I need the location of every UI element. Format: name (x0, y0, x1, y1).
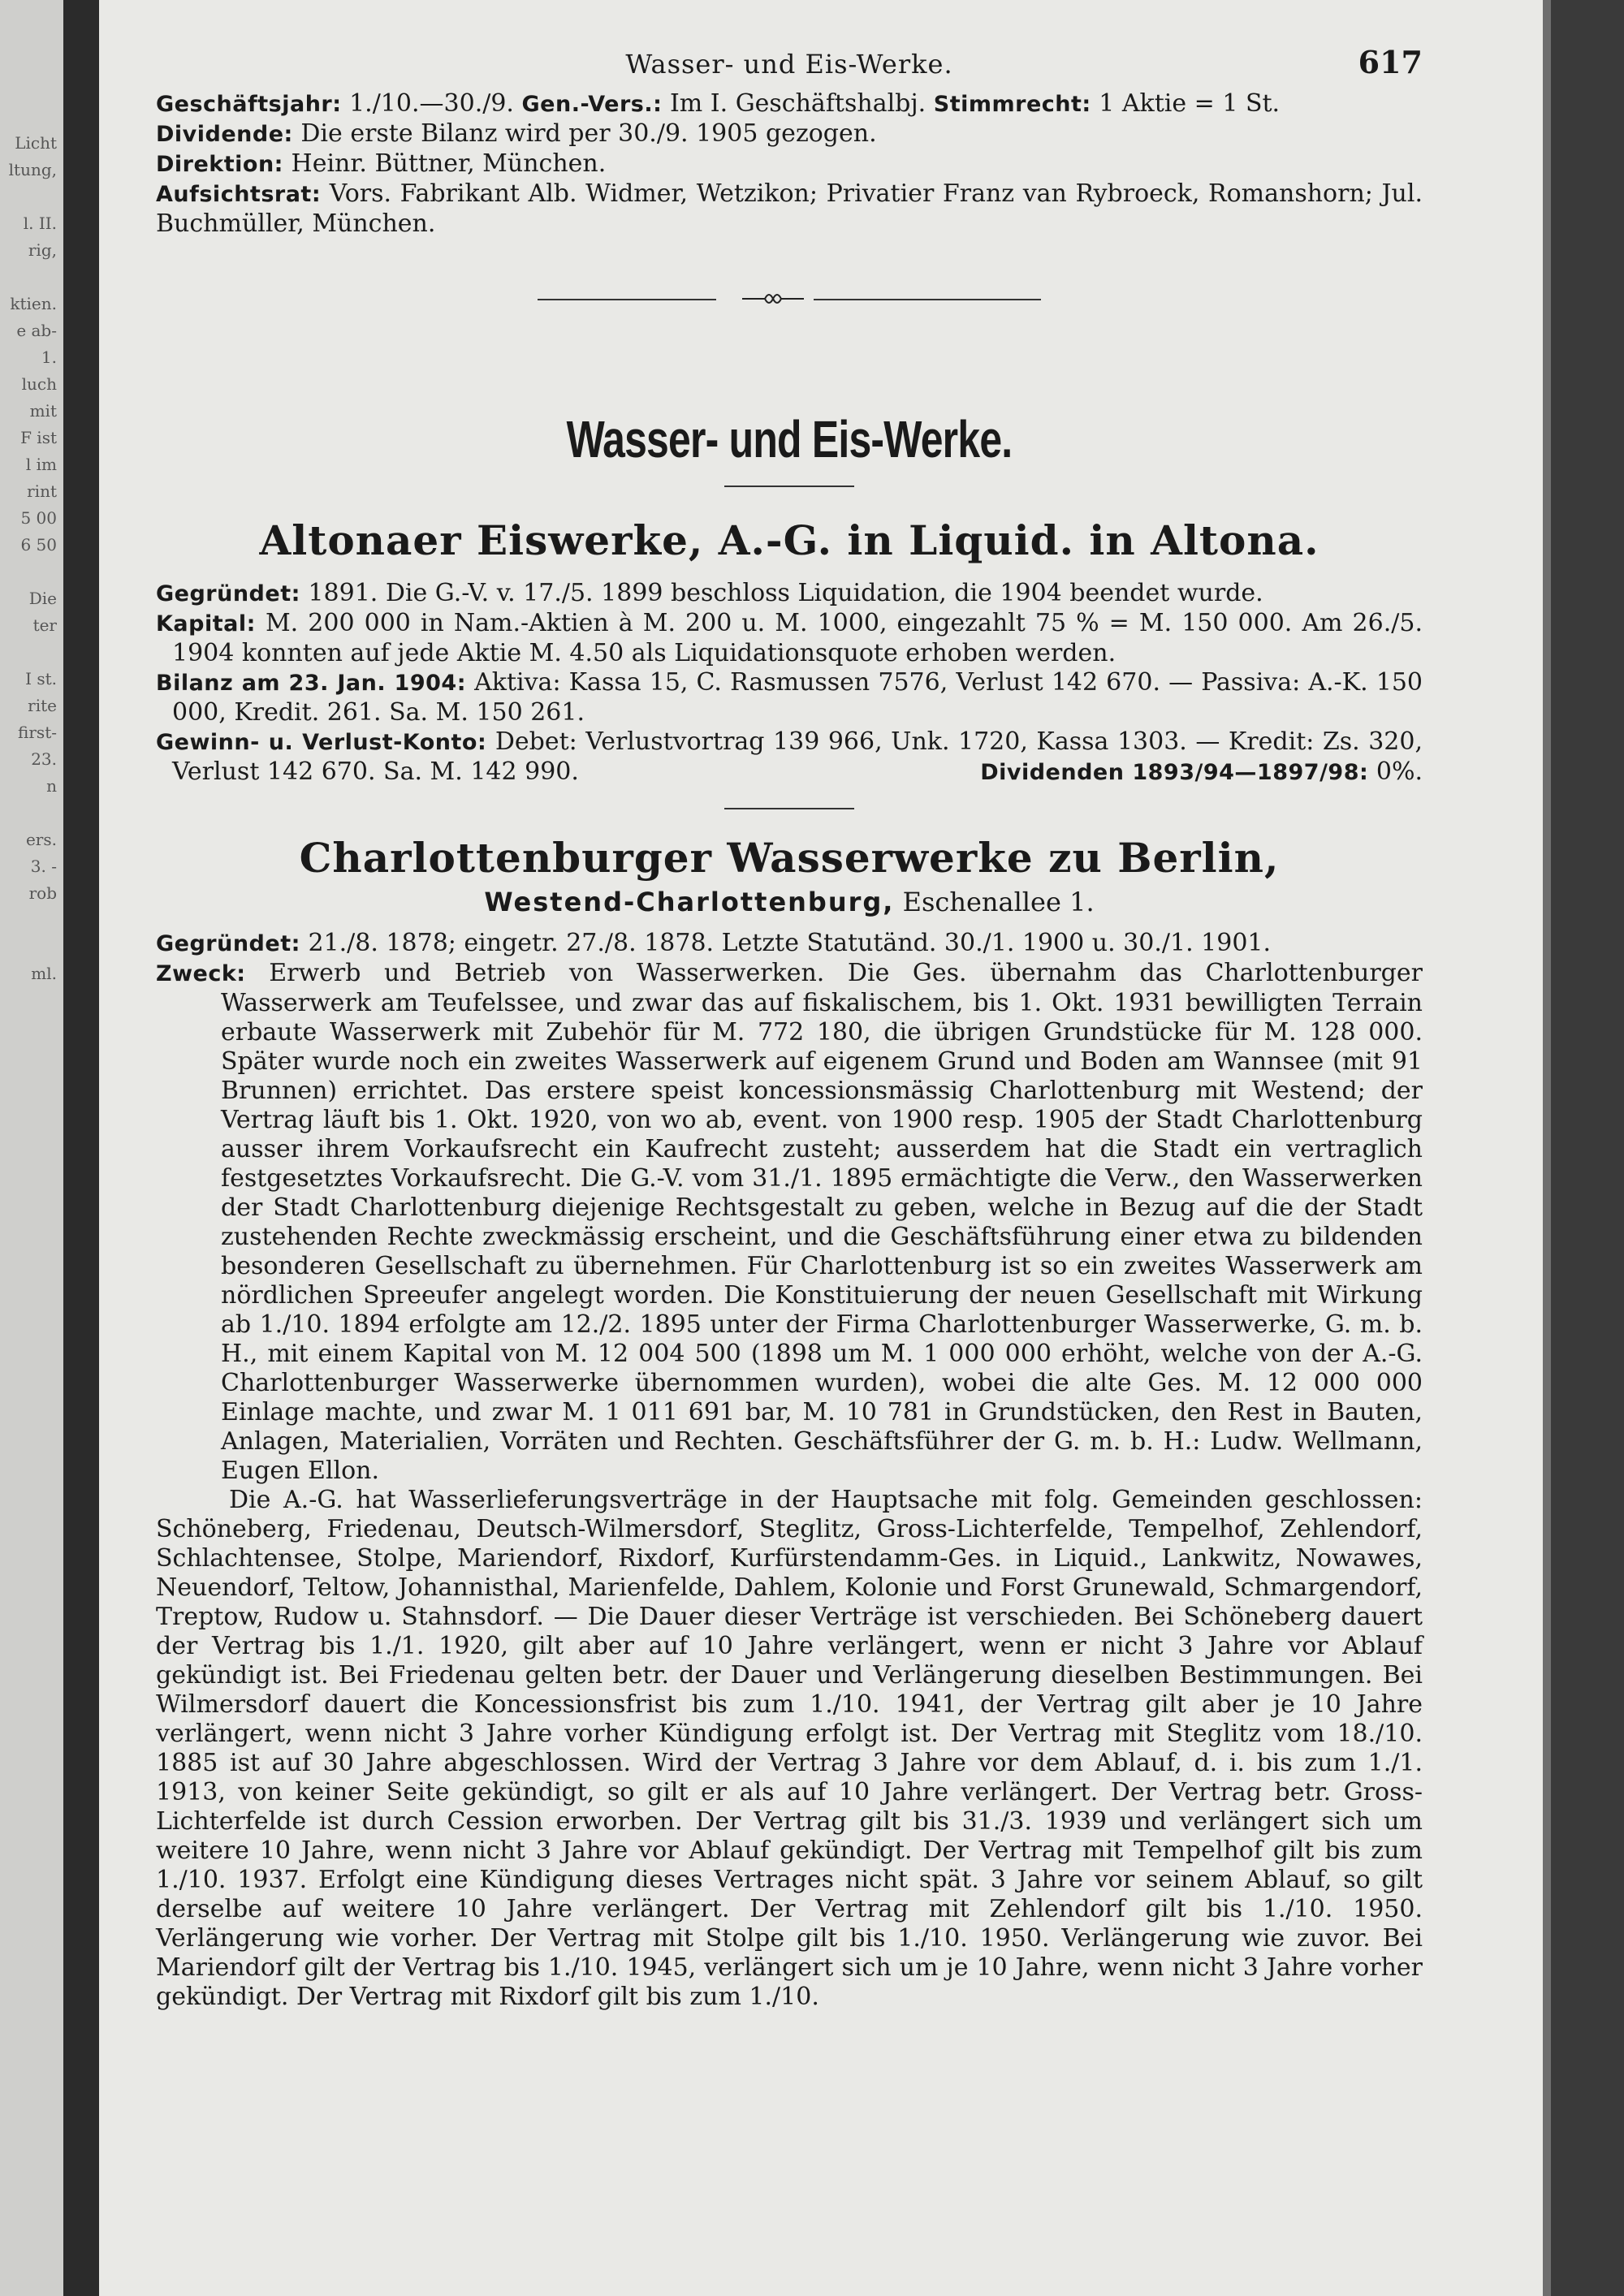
section-title: Wasser- und Eis-Werke. (566, 410, 1013, 468)
bleed-fragment: luch (21, 374, 57, 394)
bleed-fragment: 5 00 (20, 508, 57, 528)
bleed-fragment: l. II. (23, 214, 57, 233)
entry-line-aufsichtsrat: Aufsichtsrat: Vors. Fabrikant Alb. Widmer, Wetzikon; Privatier Franz van Rybroeck, Romanshorn; Jul. Buchmüller, München. (156, 179, 1423, 238)
bleed-fragment: ter (32, 615, 57, 635)
bleed-fragment: rig, (28, 240, 57, 260)
altona-entry (156, 579, 1423, 787)
altona-bilanz: Bilanz am 23. Jan. 1904: Aktiva: Kassa 15, C. Rasmussen 7576, Verlust 142 670. — Passiva: A.-K. 150 000, Kredit. 261. Sa. M. 150 261. (156, 668, 1423, 727)
firm-address: Westend-Charlottenburg, Eschenallee 1. (484, 887, 1095, 917)
bleed-fragment: 6 50 (20, 535, 57, 555)
section-rule (724, 486, 854, 487)
bleed-fragment: ktien. (10, 294, 57, 313)
bleed-fragment: e ab- (16, 321, 57, 340)
section-divider-ornament (156, 287, 1423, 312)
scan-gutter-right (1551, 0, 1624, 2296)
bleed-fragment: rint (27, 481, 57, 501)
altona-dividenden: Dividenden 1893/94—1897/98: 0%. (980, 757, 1423, 786)
charlottenburg-entry (156, 929, 1423, 2012)
bleed-fragment: ml. (31, 964, 57, 983)
bleed-fragment: 23. (31, 749, 57, 769)
previous-entry (156, 89, 1423, 239)
altona-gewinn-verlust: Gewinn- u. Verlust-Konto: Debet: Verlustvortrag 139 966, Unk. 1720, Kassa 1303. — Kredit: Zs. 320, Verlust 142 670. Sa. M. 142 990. Dividenden 1893/94—1897/98: 0%. (156, 727, 1423, 786)
scan-edge-right (1543, 0, 1551, 2296)
charlottenburg-gegruendet: Gegründet: 21./8. 1878; eingetr. 27./8. 1878. Letzte Statutänd. 30./1. 1900 u. 30./1. 1901. (156, 929, 1272, 957)
charlottenburg-zweck: Zweck: Erwerb und Betrieb von Wasserwerken. Die Ges. übernahm das Charlottenburger Wasserwerk am Teufelssee, und zwar das auf fiskalischem, bis 1. Okt. 1931 bewilligten Terrain erbaute Wasserwerk mit Zubehör für M. 772 180, die übrigen Grundstücke für M. 128 000. Später wurde noch ein zweites Wasserwerk auf eigenem Grund und Boden am Wannsee (mit 91 Brunnen) errichtet. Das erstere speist koncessionsmässig Charlottenburg mit Westend; der Vertrag läuft bis 1. Okt. 1920, von wo ab, event. von 1900 resp. 1905 der Stadt Charlottenburg ausser ihrem Vorkaufsrecht ein Kaufrecht zusteht; ausserdem hat die Stadt ein vertraglich festgesetztes Vorkaufsrecht. Die G.-V. vom 31./1. 1895 ermächtigte die Verw., den Wasserwerken der Stadt Charlottenburg diejenige Rechtsgestalt zu geben, welche in Bezug auf die der Stadt zustehenden Rechte zweckmässig erscheint, und die Geschäftsführung einer etwa zu bildenden besonderen Gesellschaft zu übernehmen. Für Charlottenburg ist so ein zweites Wasserwerk am nördlichen Spreeufer angelegt worden. Die Konstituierung der neuen Gesellschaft mit Wirkung ab 1./10. 1894 erfolgte am 12./2. 1895 unter der Firma Charlottenburger Wasserwerke, G. m. b. H., mit einem Kapital von M. 12 004 500 (1898 um M. 1 000 000 erhöht, welche von der A.-G. Charlottenburger Wasserwerke übernommen wurden), wobei die alte Ges. M. 12 000 000 Einlage machte, und zwar M. 1 011 691 bar, M. 10 781 in Grundstücken, den Rest in Bauten, Anlagen, Materialien, Vorräten und Rechten. Geschäftsführer der G. m. b. H.: Ludw. Wellmann, Eugen Ellon. (156, 959, 1423, 1485)
book-page (99, 0, 1543, 2296)
entry-rule (724, 808, 854, 809)
bleed-fragment: F ist (20, 428, 57, 447)
bleed-fragment: I st. (25, 669, 57, 688)
bleed-fragment: first- (18, 723, 57, 742)
page-content (156, 41, 1423, 2012)
entry-line-geschaeftsjahr: Geschäftsjahr: 1./10.—30./9. Gen.-Vers.: Im I. Geschäftshalbj. Stimmrecht: 1 Aktie = 1 St. (156, 89, 1281, 118)
entry-line-direktion: Direktion: Heinr. Büttner, München. (156, 149, 607, 178)
altona-gegruendet: Gegründet: 1891. Die G.-V. v. 17./5. 1899 beschloss Liquidation, die 1904 beendet wurde. (156, 579, 1263, 607)
bleed-fragment: n (46, 776, 57, 796)
page-number: 617 (1358, 44, 1423, 80)
bleed-fragment (0, 639, 62, 666)
bleed-fragment: ltung, (8, 160, 57, 179)
running-head (156, 41, 1423, 89)
bleed-fragment (0, 800, 62, 826)
bleed-fragment (0, 907, 62, 934)
firm-name-altona: Altonaer Eiswerke, A.-G. in Liquid. in Altona. (259, 516, 1320, 564)
bleed-fragment (0, 934, 62, 960)
bleed-fragment (0, 183, 62, 210)
bleed-fragment: l im (25, 455, 57, 474)
bleed-fragment: 3. - (30, 857, 57, 876)
bleed-fragment (0, 264, 62, 291)
bleed-fragment: rite (28, 696, 57, 715)
bleed-fragment: mit (29, 401, 57, 421)
ornament-icon (741, 287, 806, 315)
altona-kapital: Kapital: M. 200 000 in Nam.-Aktien à M. 200 u. M. 1000, eingezahlt 75 % = M. 150 000. Am 26./5. 1904 konnten auf jede Aktie M. 4.50 als Liquidationsquote erhoben werden. (156, 609, 1423, 667)
bleed-fragment: rob (28, 883, 57, 903)
running-title: Wasser- und Eis-Werke. (625, 49, 953, 80)
charlottenburg-vertraege: Die A.-G. hat Wasserlieferungsverträge in der Hauptsache mit folg. Gemeinden geschlossen: Schöneberg, Friedenau, Deutsch-Wilmersdorf, Steglitz, Gross-Lichterfelde, Tempelhof, Zehlendorf, Schlachtensee, Stolpe, Mariendorf, Rixdorf, Kurfürstendamm-Ges. in Liquid., Lankwitz, Nowawes, Neuendorf, Teltow, Johannisthal, Marienfelde, Dahlem, Kolonie und Forst Grunewald, Schmargendorf, Treptow, Rudow u. Stahnsdorf. — Die Dauer dieser Verträge ist verschieden. Bei Schöneberg dauert der Vertrag bis 1./1. 1920, gilt aber auf 10 Jahre verlängert, wenn er nicht 3 Jahre vor Ablauf gekündigt ist. Bei Friedenau gelten betr. der Dauer und Verlängerung dieselben Bestimmungen. Bei Wilmersdorf dauert die Koncessionsfrist bis zum 1./10. 1941, der Vertrag gilt aber je 10 Jahre verlängert, wenn nicht 3 Jahre vorher Kündigung erfolgt ist. Der Vertrag mit Steglitz vom 18./10. 1885 ist auf 30 Jahre abgeschlossen. Wird der Vertrag 3 Jahre vor dem Ablauf, d. i. bis zum 1./1. 1913, von keiner Seite gekündigt, so gilt er als auf 10 Jahre verlängert. Der Vertrag betr. Gross-Lichterfelde ist durch Cession erworben. Der Vertrag gilt bis 31./3. 1939 und verlängert sich um weitere 10 Jahre, wenn nicht 3 Jahre vor Ablauf gekündigt. Der Vertrag mit Tempelhof gilt bis zum 1./10. 1937. Erfolgt eine Kündigung dieses Vertrages nicht spät. 3 Jahre vor seinem Ablauf, so gilt derselbe auf weitere 10 Jahre verlängert. Der Vertrag mit Zehlendorf gilt bis 1./10. 1950. Verlängerung wie vorher. Der Vertrag mit Stolpe gilt bis 1./10. 1950. Verlängerung wie zuvor. Bei Mariendorf gilt der Vertrag bis 1./10. 1945, verlängert sich um je 10 Jahre, wenn nicht 3 Jahre vorher gekündigt. Der Vertrag mit Rixdorf gilt bis zum 1./10. (156, 1486, 1423, 2011)
bleed-fragment (0, 559, 62, 585)
bleed-fragment: ers. (25, 830, 57, 849)
bleed-fragment: Die (28, 589, 57, 608)
firm-name-charlottenburg: Charlottenburger Wasserwerke zu Berlin, (299, 834, 1280, 882)
bleed-fragment: 1. (41, 347, 57, 367)
scan-gutter-left (63, 0, 99, 2296)
adjacent-page-bleed (0, 130, 62, 987)
entry-line-dividende: Dividende: Die erste Bilanz wird per 30./9. 1905 gezogen. (156, 119, 877, 148)
bleed-fragment: Licht (15, 133, 57, 153)
